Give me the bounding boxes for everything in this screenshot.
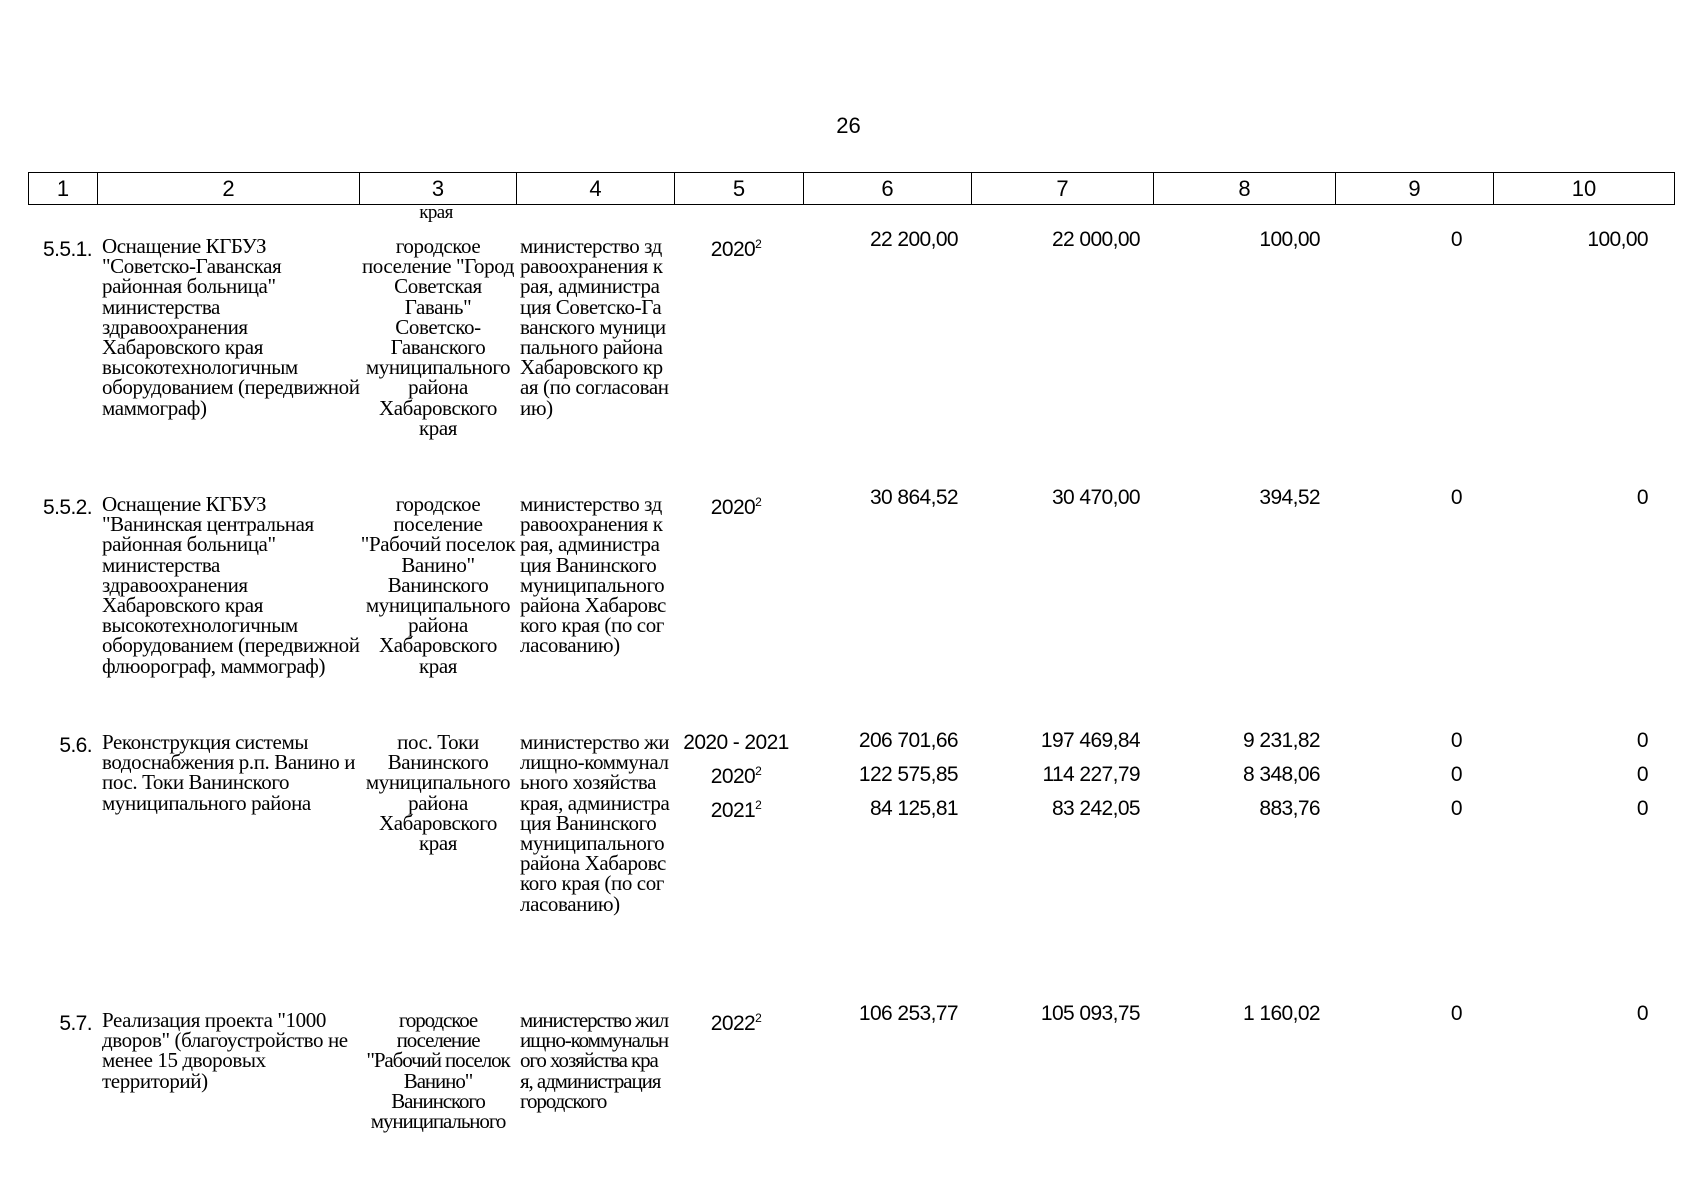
value-col-8: 9 231,82 8 348,06 883,76 [1243, 729, 1320, 820]
value-col-10: 0 [1636, 486, 1648, 509]
value-col-9: 0 [1450, 1002, 1462, 1025]
column-header-6: 6 [804, 173, 972, 205]
value-col-10: 100,00 [1587, 228, 1648, 251]
event-period: 2020$^2$ [710, 495, 762, 519]
value-col-6: 30 864,52 [869, 486, 958, 509]
value-col-8: 100,00 [1259, 228, 1320, 251]
row-number: 5.5.1. [43, 238, 92, 261]
column-header-4: 4 [517, 173, 675, 205]
value-col-7: 22 000,00 [1051, 228, 1140, 251]
page-number: 26 [836, 113, 861, 138]
row-number: 5.6. [59, 734, 92, 757]
row-number: 5.5.2. [43, 496, 92, 519]
event-responsible: министерство жилищно-коммунального хозяйства края, администрация городского [520, 1008, 668, 1113]
event-location: городское поселение "Рабочий поселок Ванино" Ванинского муниципального [366, 1008, 510, 1134]
event-responsible: министерство здравоохранения края, администрация Ванинского муниципального района Хабаровского края (по согласованию) [520, 492, 666, 658]
period-total: 2020 - 2021 [683, 731, 789, 754]
row-number: 5.7. [59, 1012, 92, 1035]
value-col-7: 197 469,84 114 227,79 83 242,05 [1040, 729, 1140, 820]
event-period: 2020$^2$ [710, 237, 762, 261]
column-header-3: 3 [360, 173, 517, 205]
period-2021: 2021$^2$ [710, 798, 762, 822]
column-header-row [28, 172, 1675, 205]
value-col-9: 0 0 0 [1450, 729, 1462, 820]
event-location: городское поселение "Город Советская Гавань" Советско-Гаванского муниципального района Хабаровского края [361, 234, 515, 440]
value-col-10: 0 0 0 [1636, 729, 1648, 820]
event-name: Оснащение КГБУЗ "Ванинская центральная районная больница" министерства здравоохранения Хабаровского края высокотехнологичным оборудованием (передвижной флюорограф, маммограф) [102, 492, 360, 678]
event-responsible: министерство жилищно-коммунального хозяйства края, администрация Ванинского муниципального района Хабаровского края (по согласованию) [520, 730, 670, 916]
value-col-7: 105 093,75 [1040, 1002, 1140, 1025]
column-header-7: 7 [972, 173, 1154, 205]
value-col-8: 1 160,02 [1243, 1002, 1320, 1025]
value-col-9: 0 [1450, 228, 1462, 251]
column-header-8: 8 [1154, 173, 1336, 205]
column-header-5: 5 [675, 173, 804, 205]
column-header-9: 9 [1336, 173, 1494, 205]
value-col-10: 0 [1636, 1002, 1648, 1025]
event-name: Оснащение КГБУЗ "Советско-Гаванская районная больница" министерства здравоохранения Хабаровского края высокотехнологичным оборудованием (передвижной маммограф) [102, 234, 360, 420]
event-period: 2022$^2$ [710, 1011, 762, 1035]
event-location: городское поселение "Рабочий поселок Ванино" Ванинского муниципального района Хабаровского края [360, 492, 516, 678]
carryover-text: края [419, 202, 453, 223]
event-periods [672, 726, 800, 828]
period-2020: 2020$^2$ [710, 764, 762, 788]
column-header-10: 10 [1494, 173, 1675, 205]
value-col-6: 106 253,77 [858, 1002, 958, 1025]
value-col-7: 30 470,00 [1051, 486, 1140, 509]
column-header-1: 1 [29, 173, 98, 205]
value-col-6: 22 200,00 [869, 228, 958, 251]
event-location: пос. Токи Ванинского муниципального района Хабаровского края [365, 730, 511, 856]
value-col-9: 0 [1450, 486, 1462, 509]
event-name: Реализация проекта "1000 дворов" (благоустройство не менее 15 дворовых территорий) [102, 1008, 348, 1093]
value-col-8: 394,52 [1259, 486, 1320, 509]
event-name: Реконструкция системы водоснабжения р.п. Ванино и пос. Токи Ванинского муниципального района [102, 730, 356, 815]
event-responsible: министерство здравоохранения края, администрация Советско-Гаванского муниципального района Хабаровского края (по согласованию) [520, 234, 669, 420]
column-header-2: 2 [98, 173, 360, 205]
value-col-6: 206 701,66 122 575,85 84 125,81 [858, 729, 958, 820]
